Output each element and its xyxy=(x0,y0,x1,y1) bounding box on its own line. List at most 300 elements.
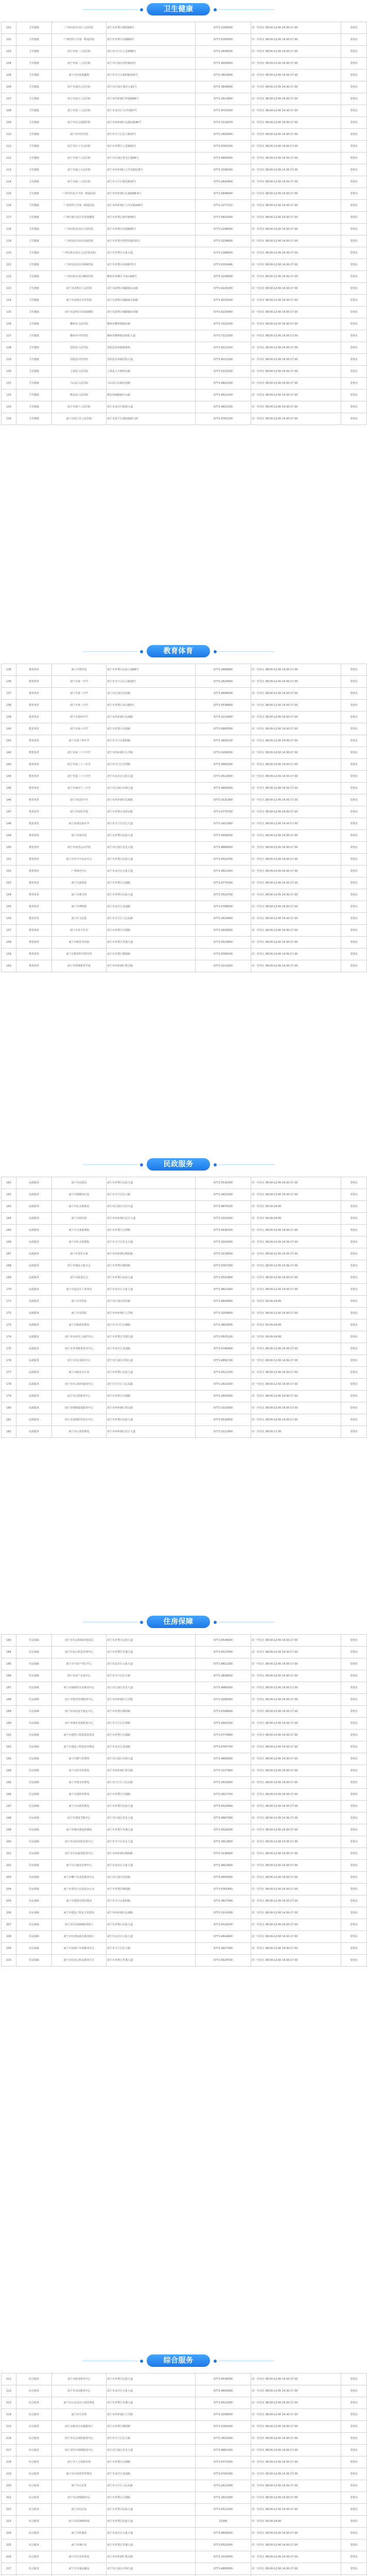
table-cell-row-index: 171 xyxy=(2,1296,16,1308)
section-dot-left xyxy=(140,2360,143,2363)
table-cell-service-name: 南宁市排水管理处 xyxy=(52,1777,107,1789)
table-row xyxy=(2,1177,367,1189)
table-cell-row-index: 138 xyxy=(2,700,16,711)
table-cell-note: 受理点 xyxy=(341,1872,367,1884)
table-cell-row-index: 185 xyxy=(2,1658,16,1670)
table-cell-note: 受理点 xyxy=(341,1355,367,1367)
table-cell-business-hours: 周一至周日 08:00-12:00 14:30-17:30 xyxy=(251,46,341,58)
table-cell-phone: 0771-4870100 xyxy=(196,1201,251,1213)
table-cell-phone: 0771-7222100 xyxy=(196,318,251,330)
table-cell-row-index: 176 xyxy=(2,1355,16,1367)
table-cell-row-index: 201 xyxy=(2,1848,16,1860)
table-cell-business-hours: 周一至周五 08:00-12:00 14:30-17:30 xyxy=(251,913,341,925)
table-cell-phone: 0771-5527000 xyxy=(196,1647,251,1658)
table-cell-business-hours: 周一至周五 08:00-12:00 14:30-17:30 xyxy=(251,901,341,913)
table-cell-note: 受理点 xyxy=(341,2374,367,2385)
table-cell-note: 受理点 xyxy=(341,1308,367,1319)
table-row xyxy=(2,1718,367,1730)
table-cell-service-name: 南宁市公证处 xyxy=(52,2480,107,2492)
table-cell-note: 受理点 xyxy=(341,1789,367,1801)
table-row xyxy=(2,1331,367,1343)
table-cell-service-name: 南宁市博物馆 xyxy=(52,901,107,913)
table-cell-business-hours: 周一至周五 08:00-12:00 14:30-17:30 xyxy=(251,794,341,806)
table-cell-service-name: 南宁市未成年人保护中心 xyxy=(52,1331,107,1343)
table-row xyxy=(2,747,367,759)
table-cell-row-index: 144 xyxy=(2,771,16,783)
table-cell-address: 南宁市江南区壮锦大道 xyxy=(107,2563,196,2575)
table-cell-note: 受理点 xyxy=(341,389,367,401)
table-cell-business-hours: 周一至周五 08:00-12:00 14:30-17:30 xyxy=(251,1391,341,1402)
table-cell-address: 南宁市青秀区明秀东路232号 xyxy=(107,235,196,247)
table-cell-note: 受理点 xyxy=(341,307,367,318)
table-cell-business-hours: 周一至周五 08:00-12:00 14:30-17:30 xyxy=(251,1189,341,1201)
table-cell-row-index: 134 xyxy=(2,413,16,425)
table-row xyxy=(2,1296,367,1308)
table-row xyxy=(2,2385,367,2397)
table-cell-category: 民政服务 xyxy=(16,1391,52,1402)
table-cell-category: 卫生健康 xyxy=(16,176,52,188)
table-cell-row-index: 187 xyxy=(2,1682,16,1694)
table-cell-business-hours: 周一至周五 08:00-12:00 14:30-17:30 xyxy=(251,1682,341,1694)
table-cell-row-index: 209 xyxy=(2,1943,16,1955)
table-cell-note: 受理点 xyxy=(341,1391,367,1402)
table-cell-category: 教育体育 xyxy=(16,747,52,759)
table-cell-business-hours: 周一至周日 08:00-12:00 14:30-17:30 xyxy=(251,2468,341,2480)
table-row xyxy=(2,1658,367,1670)
table-cell-category: 卫生健康 xyxy=(16,34,52,46)
table-cell-phone: 0771-5532600 xyxy=(196,1414,251,1426)
table-cell-phone: 0771-5525100 xyxy=(196,1331,251,1343)
table-cell-row-index: 193 xyxy=(2,1753,16,1765)
table-cell-phone: 0771-2186600 xyxy=(196,247,251,259)
table-cell-category: 民政服务 xyxy=(16,1284,52,1296)
table-row xyxy=(2,937,367,948)
table-cell-service-name: 南宁市第十四中学 xyxy=(52,735,107,747)
table-cell-service-name: 广西壮族自治区胸科医院 xyxy=(52,271,107,283)
table-cell-note: 受理点 xyxy=(341,93,367,105)
table-cell-row-index: 145 xyxy=(2,783,16,794)
table-cell-note: 受理点 xyxy=(341,1236,367,1248)
table-row xyxy=(2,1919,367,1931)
table-cell-row-index: 158 xyxy=(2,937,16,948)
table-cell-phone: 0771-6225400 xyxy=(196,307,251,318)
table-cell-category: 卫生健康 xyxy=(16,235,52,247)
table-row xyxy=(2,2445,367,2456)
table-cell-service-name: 南宁市统计局 xyxy=(52,2539,107,2551)
table-cell-address: 南宁市兴宁区人民东路 xyxy=(107,1379,196,1391)
data-table xyxy=(1,2373,367,2576)
table-cell-business-hours: 周一至周五 08:00-12:00 14:30-17:30 xyxy=(251,854,341,866)
table-cell-row-index: 128 xyxy=(2,342,16,354)
table-cell-phone: 12345 xyxy=(196,2516,251,2528)
table-cell-address: 南宁市良庆区五象大道 xyxy=(107,1658,196,1670)
table-cell-service-name: 南宁市住建局政务服务窗口 xyxy=(52,1931,107,1943)
table-cell-row-index: 164 xyxy=(2,1213,16,1225)
table-cell-business-hours: 周一至周日 08:00-12:00 14:30-17:30 xyxy=(251,224,341,235)
section-header-3 xyxy=(0,1155,357,1177)
table-cell-phone: 0771-5519700 xyxy=(196,854,251,866)
table-cell-category: 教育体育 xyxy=(16,889,52,901)
table-cell-note: 受理点 xyxy=(341,1248,367,1260)
table-row xyxy=(2,1213,367,1225)
table-cell-phone: 0771-4811000 xyxy=(196,866,251,877)
section-header-1 xyxy=(0,0,357,22)
table-cell-address: 南宁市西乡塘区秀灵路 xyxy=(107,1765,196,1777)
table-cell-service-name: 南宁市第三中学 xyxy=(52,700,107,711)
table-cell-row-index: 130 xyxy=(2,366,16,378)
table-cell-note: 受理点 xyxy=(341,1402,367,1414)
table-row xyxy=(2,1355,367,1367)
table-row xyxy=(2,152,367,164)
table-cell-service-name: 南宁市特殊教育学校 xyxy=(52,960,107,972)
table-cell-address: 南宁市西乡塘区华强路89号 xyxy=(107,93,196,105)
table-cell-business-hours: 周一至周五 08:00-12:00 14:30-17:30 xyxy=(251,2551,341,2563)
table-cell-address: 南宁市良庆区龙堤路 xyxy=(107,2468,196,2480)
table-row xyxy=(2,46,367,58)
table-cell-phone: 0771-3136400 xyxy=(196,1848,251,1860)
table-row xyxy=(2,1836,367,1848)
table-cell-row-index: 218 xyxy=(2,2456,16,2468)
table-row xyxy=(2,1225,367,1236)
table-cell-category: 民政服务 xyxy=(16,1402,52,1414)
table-cell-phone: 0771-2619400 xyxy=(196,913,251,925)
table-row xyxy=(2,1284,367,1296)
table-cell-business-hours: 周一至周日 08:00-12:00 14:30-17:30 xyxy=(251,259,341,271)
table-cell-service-name: 南宁市建筑节能中心 xyxy=(52,1812,107,1824)
table-cell-row-index: 170 xyxy=(2,1284,16,1296)
table-cell-category: 卫生健康 xyxy=(16,188,52,200)
table-cell-service-name: 横州市人民医院 xyxy=(52,318,107,330)
table-row xyxy=(2,889,367,901)
table-row xyxy=(2,330,367,342)
table-cell-row-index: 105 xyxy=(2,70,16,81)
table-cell-phone: 0771-4866800 xyxy=(196,842,251,854)
table-cell-row-index: 205 xyxy=(2,1895,16,1907)
table-cell-phone: 0771-5511000 xyxy=(196,2504,251,2516)
table-cell-address: 南宁市江南区壮锦大道 xyxy=(107,1355,196,1367)
table-cell-phone: 0771-3836600 xyxy=(196,81,251,93)
table-cell-note: 受理点 xyxy=(341,783,367,794)
table-row xyxy=(2,854,367,866)
table-cell-business-hours: 周一至周五 08:00-12:00 14:30-17:30 xyxy=(251,1765,341,1777)
table-cell-business-hours: 周一至周五 08:00-12:00 14:30-17:30 xyxy=(251,1367,341,1379)
table-cell-row-index: 101 xyxy=(2,22,16,34)
table-cell-phone: 0771-2824500 xyxy=(196,676,251,688)
table-cell-address: 南宁市青秀区长湖路 xyxy=(107,1730,196,1741)
table-cell-business-hours: 周一至周五 08:00-12:00 14:30-17:30 xyxy=(251,2539,341,2551)
table-cell-phone: 0771-4892600 xyxy=(196,1753,251,1765)
table-cell-address: 南宁市江南区壮锦大道 xyxy=(107,1753,196,1765)
table-cell-category: 卫生健康 xyxy=(16,164,52,176)
table-cell-business-hours: 周一至周五 08:00-12:00 14:30-17:30 xyxy=(251,1836,341,1848)
table-row xyxy=(2,948,367,960)
table-cell-row-index: 211 xyxy=(2,2374,16,2385)
table-cell-note: 受理点 xyxy=(341,330,367,342)
table-cell-phone: 0771-4512600 xyxy=(196,771,251,783)
table-row xyxy=(2,1272,367,1284)
table-cell-category: 综合服务 xyxy=(16,2374,52,2385)
data-table xyxy=(1,664,367,972)
table-cell-row-index: 192 xyxy=(2,1741,16,1753)
table-cell-row-index: 168 xyxy=(2,1260,16,1272)
table-cell-business-hours: 周一至周日 08:00-12:00 14:30-17:30 xyxy=(251,2374,341,2385)
table-cell-row-index: 180 xyxy=(2,1402,16,1414)
table-cell-phone: 0771-5791000 xyxy=(196,2468,251,2480)
table-cell-category: 卫生健康 xyxy=(16,141,52,152)
table-cell-address: 南宁市江南区淡村路 xyxy=(107,1872,196,1884)
table-cell-address: 南宁市江南区壮锦大道 xyxy=(107,783,196,794)
table-cell-note: 受理点 xyxy=(341,664,367,676)
table-cell-phone: 0771-5510400 xyxy=(196,1272,251,1284)
table-cell-service-name: 南宁市物业管理服务中心 xyxy=(52,1694,107,1706)
table-row xyxy=(2,1789,367,1801)
table-cell-business-hours: 周一至周五 08:00-12:00 14:30-17:30 xyxy=(251,1248,341,1260)
table-cell-note: 受理点 xyxy=(341,1213,367,1225)
table-cell-note: 受理点 xyxy=(341,188,367,200)
table-cell-row-index: 118 xyxy=(2,224,16,235)
table-row xyxy=(2,413,367,425)
table-cell-category: 卫生健康 xyxy=(16,93,52,105)
table-cell-service-name: 南宁市建设工程安全监督站 xyxy=(52,1907,107,1919)
table-cell-note: 受理点 xyxy=(341,366,367,378)
table-cell-phone: 0771-6522100 xyxy=(196,389,251,401)
table-cell-category: 教育体育 xyxy=(16,806,52,818)
table-cell-address: 南宁市兴宁区七星路89号 xyxy=(107,46,196,58)
table-cell-phone: 0771-5309100 xyxy=(196,948,251,960)
table-cell-note: 受理点 xyxy=(341,1741,367,1753)
table-cell-business-hours: 周一至周五 08:00-12:00 14:30-17:30 xyxy=(251,1177,341,1189)
table-cell-business-hours: 周一至周日 00:00-24:00 xyxy=(251,2516,341,2528)
table-cell-service-name: 南宁市邕宁区人民医院 xyxy=(52,413,107,425)
table-cell-row-index: 173 xyxy=(2,1319,16,1331)
table-body xyxy=(2,1635,367,1967)
table-cell-category: 综合服务 xyxy=(16,2468,52,2480)
table-row xyxy=(2,1824,367,1836)
table-cell-business-hours: 周一至周日 00:00-24:00 xyxy=(251,1319,341,1331)
table-cell-business-hours: 周一至周五 08:00-12:00 14:30-17:30 xyxy=(251,1272,341,1284)
table-cell-note: 受理点 xyxy=(341,1884,367,1895)
table-cell-service-name: 南宁市第七人民医院 xyxy=(52,164,107,176)
table-cell-business-hours: 周一至周五 08:00-12:00 14:30-17:30 xyxy=(251,2504,341,2516)
table-cell-address: 南宁市青秀区民族大道 xyxy=(107,1414,196,1426)
table-cell-address: 南宁市西乡塘区民族路 xyxy=(107,794,196,806)
table-cell-note: 受理点 xyxy=(341,34,367,46)
table-cell-category: 教育体育 xyxy=(16,854,52,866)
table-row xyxy=(2,806,367,818)
table-cell-service-name: 南宁市社会救助站 xyxy=(52,1201,107,1213)
table-cell-service-name: 南宁市志愿服务中心 xyxy=(52,1391,107,1402)
table-cell-business-hours: 周一至周五 08:00-12:00 14:30-17:30 xyxy=(251,1694,341,1706)
table-cell-phone: 0771-5863500 xyxy=(196,723,251,735)
table-cell-business-hours: 周一至周五 08:00-12:00 14:30-17:30 xyxy=(251,1225,341,1236)
table-cell-phone: 0771-4891700 xyxy=(196,1355,251,1367)
table-cell-category: 卫生健康 xyxy=(16,81,52,93)
table-cell-row-index: 155 xyxy=(2,901,16,913)
table-cell-row-index: 214 xyxy=(2,2409,16,2421)
table-cell-note: 受理点 xyxy=(341,889,367,901)
table-cell-row-index: 106 xyxy=(2,81,16,93)
table-cell-service-name: 南宁沛鸿民族中学 xyxy=(52,818,107,830)
table-cell-business-hours: 周一至周五 08:00-12:00 14:30-17:30 xyxy=(251,1753,341,1765)
table-cell-business-hours: 周一至周日 08:00-12:00 14:30-17:30 xyxy=(251,2385,341,2397)
table-row xyxy=(2,295,367,307)
table-cell-address: 南宁市青秀区民族大道 xyxy=(107,1272,196,1284)
table-cell-service-name: 南宁市社会组织服务中心 xyxy=(52,1379,107,1391)
table-cell-category: 民政服务 xyxy=(16,1177,52,1189)
table-cell-business-hours: 周一至周日 08:00-12:00 14:30-17:30 xyxy=(251,2421,341,2433)
table-cell-category: 综合服务 xyxy=(16,2409,52,2421)
table-cell-business-hours: 周一至周日 08:00-12:00 14:30-17:30 xyxy=(251,2492,341,2504)
table-cell-row-index: 161 xyxy=(2,1177,16,1189)
table-cell-note: 受理点 xyxy=(341,771,367,783)
table-cell-service-name: 广西壮族自治区人民医院东院 xyxy=(52,247,107,259)
table-cell-business-hours: 周一至周五 08:00-12:00 14:30-17:30 xyxy=(251,747,341,759)
table-cell-phone: 0771-3208300 xyxy=(196,1694,251,1706)
table-cell-address: 南宁市兴宁区昆仑大道 xyxy=(107,1236,196,1248)
table-cell-row-index: 217 xyxy=(2,2445,16,2456)
table-body xyxy=(2,22,367,425)
table-cell-service-name: 南宁市第一中学 xyxy=(52,676,107,688)
table-cell-category: 住房保障 xyxy=(16,1824,52,1836)
table-cell-row-index: 183 xyxy=(2,1635,16,1647)
table-row xyxy=(2,188,367,200)
table-cell-address: 南宁市兴宁区人民东路 xyxy=(107,1777,196,1789)
table-row xyxy=(2,58,367,70)
table-cell-row-index: 137 xyxy=(2,688,16,700)
table-cell-note: 受理点 xyxy=(341,176,367,188)
section-table-2 xyxy=(1,664,356,972)
table-row xyxy=(2,1753,367,1765)
table-cell-phone: 0771-2826400 xyxy=(196,176,251,188)
table-cell-business-hours: 周一至周五 08:00-12:00 14:30-17:30 xyxy=(251,1955,341,1967)
table-cell-business-hours: 周一至周日 08:00-12:00 14:30-17:30 xyxy=(251,2409,341,2421)
table-cell-service-name: 南宁市老旧小区改造办公室 xyxy=(52,1884,107,1895)
data-table xyxy=(1,1634,367,1967)
table-cell-category: 教育体育 xyxy=(16,794,52,806)
table-cell-category: 卫生健康 xyxy=(16,224,52,235)
table-cell-note: 受理点 xyxy=(341,105,367,117)
table-cell-row-index: 221 xyxy=(2,2492,16,2504)
table-cell-category: 卫生健康 xyxy=(16,117,52,129)
table-cell-service-name: 上林县人民医院 xyxy=(52,366,107,378)
table-cell-phone: 0771-5331466 xyxy=(196,259,251,271)
table-row xyxy=(2,2456,367,2468)
table-cell-phone: 0771-3113200 xyxy=(196,960,251,972)
table-cell-phone: 0771-5538400 xyxy=(196,700,251,711)
table-cell-service-name: 南宁市救助管理站 xyxy=(52,1319,107,1331)
table-cell-phone: 0771-3911900 xyxy=(196,818,251,830)
table-cell-service-name: 南宁住房公积金管理中心 xyxy=(52,1647,107,1658)
table-cell-business-hours: 周一至周日 08:00-12:00 14:30-17:30 xyxy=(251,70,341,81)
table-cell-category: 住房保障 xyxy=(16,1777,52,1789)
table-cell-address: 南宁市青秀区新竹路59号 xyxy=(107,212,196,224)
table-cell-category: 教育体育 xyxy=(16,877,52,889)
table-cell-business-hours: 周一至周五 08:00-12:00 14:30-17:30 xyxy=(251,1635,341,1647)
section-dot-left xyxy=(140,1163,143,1166)
table-cell-category: 民政服务 xyxy=(16,1201,52,1213)
table-cell-address: 南宁市江南区星光大道 xyxy=(107,1812,196,1824)
table-cell-business-hours: 周一至周五 08:00-12:00 14:30-17:30 xyxy=(251,1670,341,1682)
table-cell-address: 南宁市西乡塘区秀灵路 xyxy=(107,1402,196,1414)
table-row xyxy=(2,2480,367,2492)
table-cell-category: 民政服务 xyxy=(16,1189,52,1201)
table-cell-address: 南宁市兴宁区长堽路 xyxy=(107,1718,196,1730)
table-cell-row-index: 157 xyxy=(2,925,16,937)
table-cell-service-name: 南宁市房地产市场服务中心 xyxy=(52,1943,107,1955)
table-cell-note: 受理点 xyxy=(341,1777,367,1789)
table-cell-business-hours: 周一至周五 08:00-12:00 14:30-17:30 xyxy=(251,1777,341,1789)
table-cell-row-index: 172 xyxy=(2,1308,16,1319)
section-title-pill: 综合服务 xyxy=(147,2354,210,2367)
table-cell-category: 卫生健康 xyxy=(16,283,52,295)
table-cell-note: 受理点 xyxy=(341,117,367,129)
table-cell-category: 住房保障 xyxy=(16,1670,52,1682)
table-cell-address: 南宁市良庆区龙堤路 xyxy=(107,901,196,913)
table-cell-note: 受理点 xyxy=(341,1658,367,1670)
table-cell-address: 南宁市青秀区民族大道 xyxy=(107,1919,196,1931)
table-cell-phone: 0771-4893000 xyxy=(196,783,251,794)
table-cell-phone: 0771-5308600 xyxy=(196,1706,251,1718)
table-cell-address: 南宁市青秀区竹溪大道 xyxy=(107,1331,196,1343)
table-row xyxy=(2,2539,367,2551)
table-cell-service-name: 广西壮族自治区妇幼保健院 xyxy=(52,212,107,224)
table-cell-note: 受理点 xyxy=(341,247,367,259)
table-cell-row-index: 167 xyxy=(2,1248,16,1260)
table-cell-address: 南宁市青秀区双拥路6号 xyxy=(107,34,196,46)
table-cell-address: 南宁市青秀区凤岭北路 xyxy=(107,806,196,818)
table-cell-address: 南宁市青秀区古城路 xyxy=(107,925,196,937)
table-cell-business-hours: 周一至周五 08:00-12:00 14:30-17:30 xyxy=(251,759,341,771)
table-cell-category: 民政服务 xyxy=(16,1355,52,1367)
table-cell-note: 受理点 xyxy=(341,2433,367,2445)
table-cell-row-index: 194 xyxy=(2,1765,16,1777)
table-cell-address: 隆安县城厢镇中山路 xyxy=(107,389,196,401)
table-cell-category: 民政服务 xyxy=(16,1414,52,1426)
table-cell-business-hours: 周一至周日 08:00-12:00 14:30-17:30 xyxy=(251,2445,341,2456)
table-cell-row-index: 186 xyxy=(2,1670,16,1682)
table-cell-business-hours: 周一至周日 08:00-12:00 14:30-17:30 xyxy=(251,117,341,129)
table-cell-note: 受理点 xyxy=(341,1331,367,1343)
table-cell-row-index: 119 xyxy=(2,235,16,247)
table-cell-row-index: 113 xyxy=(2,164,16,176)
table-cell-service-name: 南宁市市场监督管理局 xyxy=(52,2468,107,2480)
table-cell-category: 住房保障 xyxy=(16,1706,52,1718)
table-cell-address: 南宁市西乡塘区安吉大道 xyxy=(107,1426,196,1438)
table-cell-row-index: 188 xyxy=(2,1694,16,1706)
table-cell-address: 南宁市青秀区五象大道 xyxy=(107,247,196,259)
table-cell-service-name: 南宁市政务服务中心 xyxy=(52,2374,107,2385)
table-row xyxy=(2,1848,367,1860)
table-cell-category: 教育体育 xyxy=(16,711,52,723)
table-cell-phone: 0771-3117900 xyxy=(196,1765,251,1777)
table-cell-service-name: 广西医科大学第一附属医院 xyxy=(52,34,107,46)
table-cell-service-name: 南宁市教育科学研究所 xyxy=(52,948,107,960)
table-cell-business-hours: 周一至周日 08:00-12:00 14:30-17:30 xyxy=(251,129,341,141)
table-cell-business-hours: 周一至周五 08:00-12:00 14:30-17:30 xyxy=(251,866,341,877)
table-row xyxy=(2,2504,367,2516)
table-cell-category: 卫生健康 xyxy=(16,247,52,259)
table-cell-address: 南宁市兴宁区民主路10号 xyxy=(107,129,196,141)
table-cell-service-name: 南宁市档案馆 xyxy=(52,2528,107,2539)
table-cell-service-name: 南宁市第四中学 xyxy=(52,711,107,723)
table-cell-phone: 0771-5797700 xyxy=(196,1741,251,1753)
table-cell-note: 受理点 xyxy=(341,1860,367,1872)
table-cell-business-hours: 周一至周五 08:00-12:00 14:30-17:30 xyxy=(251,664,341,676)
section-divider-right xyxy=(219,9,274,10)
table-cell-service-name: 南宁市殡仪馆 xyxy=(52,1213,107,1225)
table-cell-address: 南宁市西乡塘区衡阳路 xyxy=(107,1848,196,1860)
table-cell-category: 民政服务 xyxy=(16,1296,52,1308)
